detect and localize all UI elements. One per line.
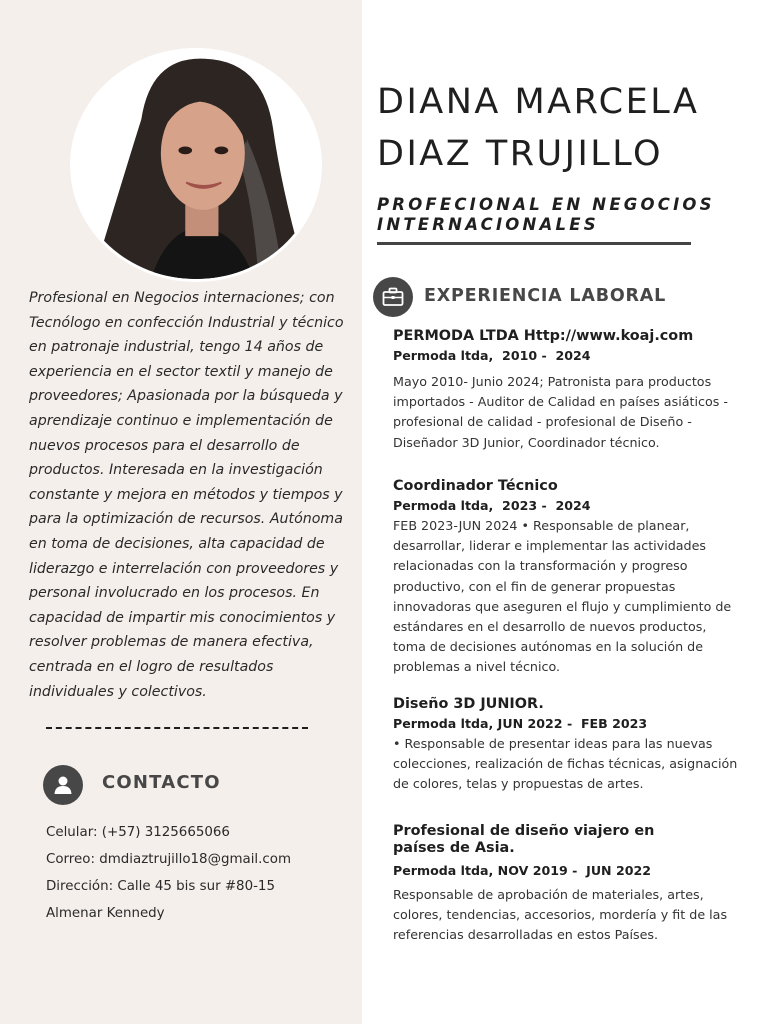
job-description: Mayo 2010- Junio 2024; Patronista para productos importados - Auditor de Calidad en países asiáticos - profesional de calidad - profesional de Diseño - Diseñador 3D Junior, Coordinador técnico.	[393, 374, 728, 450]
contact-email: Correo: dmdiaztrujillo18@gmail.com	[46, 852, 292, 867]
job-company-dates: Permoda ltda, JUN 2022 - FEB 2023	[393, 716, 648, 731]
job-description: FEB 2023-JUN 2024 • Responsable de planear, desarrollar, liderar e implementar las actividades relacionadas con la transformación y progreso productivo, con el fin de generar propuestas innovadoras que aseguren el flujo y cumplimiento de estándares en el desarrollo de nuevos productos, toma de decisiones autónomas en la solución de problemas a nivel técnico.	[393, 518, 732, 675]
contact-address: Dirección: Calle 45 bis sur #80-15	[46, 879, 275, 894]
person-name	[377, 76, 757, 180]
title-line-2: INTERNACIONALES	[377, 215, 599, 234]
experience-heading: EXPERIENCIA LABORAL	[424, 286, 667, 306]
job-role: Coordinador Técnico	[393, 478, 558, 494]
job-company-dates: Permoda ltda, NOV 2019 - JUN 2022	[393, 863, 652, 878]
job-role: Diseño 3D JUNIOR.	[393, 696, 544, 712]
job-entry	[393, 478, 743, 678]
profile-photo	[70, 48, 322, 282]
title-line-1: PROFECIONAL EN NEGOCIOS	[377, 195, 715, 214]
name-line-1: DIANA MARCELA	[377, 82, 700, 122]
job-entry	[393, 328, 743, 453]
job-entry	[393, 823, 733, 946]
job-role: Profesional de diseño viajero en países de Asia.	[393, 823, 655, 856]
job-entry	[393, 696, 743, 795]
contact-list	[46, 824, 291, 932]
job-company-dates: Permoda ltda, 2023 - 2024	[393, 498, 591, 513]
job-role: PERMODA LTDA Http://www.koaj.com	[393, 328, 694, 344]
section-divider	[46, 727, 308, 729]
job-description: • Responsable de presentar ideas para las nuevas colecciones, realización de fichas técnicas, asignación de colores, telas y propuestas de artes.	[393, 736, 738, 792]
profile-summary: Profesional en Negocios internaciones; con Tecnólogo en confección Industrial y técnico en patronaje industrial, tengo 14 años de experiencia en el sector textil y manejo de proveedores; Apasionada por la búsqueda y aprendizaje continuo e implementación de nuevos procesos para el desarrollo de productos. Interesada en la investigación constante y mejora en métodos y tiempos y para la optimización de recursos. Autónoma en toma de decisiones, alta capacidad de liderazgo e interrelación con proveedores y personal involucrado en los procesos. En capacidad de impartir mis conocimientos y resolver problemas de manera efectiva, centrada en el logro de resultados individuales y colectivos.	[29, 290, 344, 700]
job-description: Responsable de aprobación de materiales, artes, colores, tendencias, accesorios, mordería y fit de las referencias desarrolladas en estos Países.	[393, 887, 728, 943]
contact-neighborhood: Almenar Kennedy	[46, 906, 165, 921]
contact-phone: Celular: (+57) 3125665066	[46, 825, 230, 840]
professional-title	[377, 195, 762, 235]
name-line-2: DIAZ TRUJILLO	[377, 134, 664, 174]
job-company-dates: Permoda ltda, 2010 - 2024	[393, 348, 591, 363]
contact-heading: CONTACTO	[102, 772, 221, 793]
title-underline	[377, 242, 691, 245]
person-icon	[43, 765, 83, 805]
briefcase-icon	[373, 277, 413, 317]
